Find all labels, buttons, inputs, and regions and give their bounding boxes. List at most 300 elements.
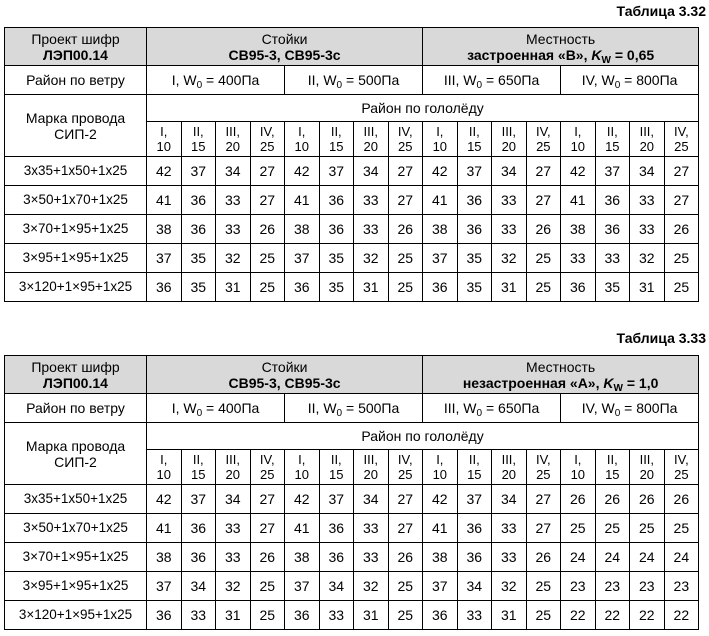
wind-region-sub: 0 xyxy=(476,80,483,91)
wind-label: Район по ветру xyxy=(5,66,147,95)
wind-region-roman: III, W xyxy=(443,72,477,88)
ice-region xyxy=(561,450,596,485)
ice-region-roman: III, xyxy=(363,124,378,139)
ice-region-roman: III, xyxy=(501,124,517,139)
poles-cell xyxy=(147,28,423,66)
wind-region-value: = 500Па xyxy=(342,400,400,416)
wind-region-value: = 400Па xyxy=(202,72,260,88)
span-value: 33 xyxy=(595,244,630,273)
ice-region-roman: IV, xyxy=(674,124,689,139)
ice-region-roman: II, xyxy=(330,124,342,139)
wind-region-roman: II, W xyxy=(307,72,337,88)
table-row xyxy=(5,485,699,514)
span-value: 26 xyxy=(630,485,665,514)
kw-symbol: K xyxy=(603,374,614,391)
span-value: 27 xyxy=(250,186,285,215)
poles-value: СВ95-3, СВ95-3с xyxy=(228,46,341,63)
ice-region-mm: 25 xyxy=(536,139,551,154)
span-value: 34 xyxy=(630,157,665,186)
wire-mark: 3×120+1×95+1х25 xyxy=(5,273,147,302)
wire-mark: 3×120+1×95+1х25 xyxy=(5,601,147,630)
span-value: 38 xyxy=(561,215,596,244)
wind-region xyxy=(285,66,423,95)
table-row xyxy=(5,215,699,244)
span-value: 42 xyxy=(147,485,182,514)
span-value: 42 xyxy=(147,157,182,186)
span-value: 32 xyxy=(216,572,251,601)
wind-region-sub: 0 xyxy=(196,408,203,419)
wind-region-roman: I, W xyxy=(171,72,197,88)
span-value: 37 xyxy=(181,485,216,514)
ice-region xyxy=(147,450,182,485)
span-value: 31 xyxy=(216,273,251,302)
ice-region xyxy=(216,450,251,485)
span-value: 33 xyxy=(216,215,251,244)
table-caption-2: Таблица 3.33 xyxy=(616,330,706,346)
wire-label-cell xyxy=(5,423,147,485)
ice-region-roman: I, xyxy=(436,124,444,139)
project-cell xyxy=(5,28,147,66)
span-value: 27 xyxy=(526,514,561,543)
span-value: 36 xyxy=(561,273,596,302)
wind-region-roman: IV, W xyxy=(581,72,615,88)
span-value: 26 xyxy=(664,485,699,514)
poles-cell xyxy=(147,356,423,394)
ice-region xyxy=(423,450,458,485)
wind-region xyxy=(561,66,699,95)
ice-label: Район по гололёду xyxy=(147,95,699,122)
span-value: 36 xyxy=(181,543,216,572)
ice-region-mm: 25 xyxy=(260,467,275,482)
span-value: 27 xyxy=(388,485,423,514)
ice-region xyxy=(285,122,320,157)
ice-region-roman: IV, xyxy=(397,452,413,467)
ice-region xyxy=(492,122,527,157)
span-value: 22 xyxy=(561,601,596,630)
ice-region-mm: 20 xyxy=(225,139,240,154)
wind-region-sub: 0 xyxy=(614,408,621,419)
span-value: 22 xyxy=(595,601,630,630)
header-row xyxy=(5,28,699,66)
span-value: 25 xyxy=(526,572,561,601)
ice-label-row xyxy=(5,423,699,450)
span-value: 37 xyxy=(319,157,354,186)
table-row xyxy=(5,601,699,630)
span-value: 23 xyxy=(664,572,699,601)
span-value: 36 xyxy=(147,601,182,630)
ice-region-mm: 20 xyxy=(363,139,378,154)
span-value: 25 xyxy=(250,244,285,273)
terrain-name: застроенная «В», xyxy=(467,46,592,63)
wind-region-roman: IV, W xyxy=(581,400,615,416)
terrain-value xyxy=(423,374,698,394)
wind-region xyxy=(147,66,285,95)
span-value: 27 xyxy=(526,157,561,186)
ice-region-roman: I, xyxy=(160,452,168,467)
wind-region-sub: 0 xyxy=(476,408,483,419)
ice-region-mm: 10 xyxy=(294,467,309,482)
ice-region-roman: II, xyxy=(192,452,204,467)
ice-region xyxy=(457,122,492,157)
kw-subscript: W xyxy=(613,382,623,394)
span-value: 22 xyxy=(630,601,665,630)
table-row xyxy=(5,244,699,273)
span-value: 38 xyxy=(285,543,320,572)
span-value: 36 xyxy=(319,215,354,244)
span-value: 33 xyxy=(630,215,665,244)
span-value: 38 xyxy=(423,543,458,572)
ice-region xyxy=(595,450,630,485)
kw-symbol: K xyxy=(591,46,602,63)
span-value: 25 xyxy=(630,514,665,543)
wind-region-roman: I, W xyxy=(171,400,197,416)
span-value: 32 xyxy=(354,572,389,601)
poles-label: Стойки xyxy=(261,30,308,47)
span-value: 24 xyxy=(595,543,630,572)
wind-region xyxy=(423,66,561,95)
span-value: 25 xyxy=(595,514,630,543)
wind-region-roman: II, W xyxy=(307,400,337,416)
ice-region-roman: III, xyxy=(501,452,517,467)
wind-region xyxy=(147,394,285,423)
span-value: 25 xyxy=(664,514,699,543)
span-value: 36 xyxy=(595,215,630,244)
ice-region xyxy=(388,122,423,157)
span-value: 37 xyxy=(595,157,630,186)
ice-region-roman: II, xyxy=(330,452,342,467)
wire-label-line1: Марка провода xyxy=(25,109,126,126)
span-value: 31 xyxy=(630,273,665,302)
ice-region xyxy=(250,450,285,485)
span-value: 26 xyxy=(561,485,596,514)
span-value: 25 xyxy=(250,572,285,601)
span-value: 25 xyxy=(526,601,561,630)
ice-region-mm: 10 xyxy=(294,139,309,154)
ice-region-roman: I, xyxy=(298,452,306,467)
span-value: 24 xyxy=(561,543,596,572)
ice-region xyxy=(181,450,216,485)
span-value: 23 xyxy=(630,572,665,601)
ice-region xyxy=(492,450,527,485)
wind-row xyxy=(5,66,699,95)
span-value: 31 xyxy=(216,601,251,630)
wire-mark: 3×70+1×95+1х25 xyxy=(5,543,147,572)
table-row xyxy=(5,186,699,215)
span-value: 36 xyxy=(457,514,492,543)
kw-value: = 0,65 xyxy=(610,46,655,63)
ice-region-mm: 10 xyxy=(156,467,171,482)
terrain-label: Местность xyxy=(525,358,596,375)
wind-region-value: = 400Па xyxy=(202,400,260,416)
table-row xyxy=(5,572,699,601)
wire-label-line2: СИП-2 xyxy=(54,453,97,470)
ice-region-roman: III, xyxy=(639,452,655,467)
ice-label: Район по гололёду xyxy=(147,423,699,450)
ice-region-mm: 15 xyxy=(605,139,620,154)
wind-region-sub: 0 xyxy=(336,408,343,419)
span-value: 26 xyxy=(388,543,423,572)
span-value: 23 xyxy=(561,572,596,601)
span-value: 33 xyxy=(216,514,251,543)
wire-label-cell xyxy=(5,95,147,157)
wire-mark: 3×50+1х70+1х25 xyxy=(5,514,147,543)
ice-region-mm: 10 xyxy=(432,139,448,154)
span-value: 26 xyxy=(526,215,561,244)
ice-region-roman: I, xyxy=(574,124,582,139)
span-value: 25 xyxy=(664,244,699,273)
ice-region-roman: I, xyxy=(160,124,168,139)
ice-region xyxy=(457,450,492,485)
ice-region-mm: 25 xyxy=(260,139,275,154)
wire-label-line2: СИП-2 xyxy=(54,125,97,142)
span-value: 34 xyxy=(354,157,389,186)
span-value: 35 xyxy=(595,273,630,302)
span-value: 36 xyxy=(319,186,354,215)
ice-region-roman: I, xyxy=(298,124,306,139)
span-value: 26 xyxy=(664,215,699,244)
table-caption-1: Таблица 3.32 xyxy=(616,3,706,19)
span-value: 33 xyxy=(216,186,251,215)
span-value: 25 xyxy=(388,572,423,601)
terrain-label: Местность xyxy=(525,30,596,47)
span-value: 22 xyxy=(664,601,699,630)
ice-region-roman: II, xyxy=(192,124,204,139)
ice-region-mm: 25 xyxy=(674,139,689,154)
span-value: 27 xyxy=(388,157,423,186)
kw-value: = 1,0 xyxy=(622,374,659,391)
span-value: 36 xyxy=(181,514,216,543)
span-value: 36 xyxy=(147,273,182,302)
span-value: 27 xyxy=(250,485,285,514)
span-value: 34 xyxy=(216,157,251,186)
span-value: 41 xyxy=(285,186,320,215)
span-value: 31 xyxy=(354,273,389,302)
span-value: 37 xyxy=(147,572,182,601)
wire-mark: 3×95+1×95+1х25 xyxy=(5,244,147,273)
ice-region xyxy=(526,122,561,157)
ice-region-roman: I, xyxy=(436,452,444,467)
span-value: 41 xyxy=(285,514,320,543)
ice-region-mm: 15 xyxy=(467,139,482,154)
ice-region xyxy=(285,450,320,485)
span-value: 37 xyxy=(423,244,458,273)
ice-region-roman: II, xyxy=(468,124,480,139)
ice-region-mm: 15 xyxy=(329,467,344,482)
ice-region xyxy=(561,122,596,157)
span-value: 36 xyxy=(457,215,492,244)
ice-region xyxy=(354,450,389,485)
span-value: 42 xyxy=(561,157,596,186)
span-value: 26 xyxy=(595,485,630,514)
project-code: ЛЭП00.14 xyxy=(43,374,108,391)
table-row xyxy=(5,157,699,186)
ice-region-mm: 15 xyxy=(605,467,620,482)
ice-region xyxy=(319,450,354,485)
span-value: 24 xyxy=(664,543,699,572)
terrain-cell xyxy=(423,356,699,394)
span-value: 34 xyxy=(354,485,389,514)
wind-region xyxy=(423,394,561,423)
span-value: 27 xyxy=(526,186,561,215)
span-value: 36 xyxy=(457,543,492,572)
header-row xyxy=(5,356,699,394)
span-value: 26 xyxy=(250,215,285,244)
span-value: 35 xyxy=(457,244,492,273)
span-value: 26 xyxy=(250,543,285,572)
span-value: 33 xyxy=(492,514,527,543)
ice-region xyxy=(354,122,389,157)
span-value: 33 xyxy=(561,244,596,273)
ice-region-mm: 20 xyxy=(639,467,655,482)
wind-region xyxy=(285,394,423,423)
wire-label-line1: Марка провода xyxy=(25,437,126,454)
span-value: 26 xyxy=(388,215,423,244)
ice-region-roman: IV, xyxy=(673,452,689,467)
wind-region-sub: 0 xyxy=(336,80,343,91)
ice-region-mm: 20 xyxy=(363,467,378,482)
ice-region-roman: IV, xyxy=(397,124,413,139)
span-value: 37 xyxy=(181,157,216,186)
span-value: 42 xyxy=(423,485,458,514)
span-value: 23 xyxy=(595,572,630,601)
wind-region-sub: 0 xyxy=(614,80,621,91)
ice-region-roman: II, xyxy=(606,124,618,139)
span-value: 32 xyxy=(354,244,389,273)
ice-region-roman: III, xyxy=(225,452,240,467)
span-value: 25 xyxy=(526,273,561,302)
ice-region xyxy=(664,122,699,157)
span-value: 38 xyxy=(285,215,320,244)
project-cell xyxy=(5,356,147,394)
span-value: 24 xyxy=(630,543,665,572)
span-value: 32 xyxy=(216,244,251,273)
ice-region-mm: 25 xyxy=(398,139,413,154)
ice-region-roman: III, xyxy=(639,124,655,139)
ice-region-roman: III, xyxy=(363,452,378,467)
span-value: 34 xyxy=(457,572,492,601)
span-value: 36 xyxy=(285,273,320,302)
span-value: 33 xyxy=(354,215,389,244)
span-value: 32 xyxy=(492,244,527,273)
span-value: 42 xyxy=(285,157,320,186)
span-value: 25 xyxy=(250,601,285,630)
span-value: 27 xyxy=(388,514,423,543)
span-value: 33 xyxy=(354,514,389,543)
project-label: Проект шифр xyxy=(31,358,120,375)
span-value: 33 xyxy=(319,601,354,630)
span-value: 37 xyxy=(423,572,458,601)
ice-region xyxy=(664,450,699,485)
table-row xyxy=(5,273,699,302)
ice-region xyxy=(423,122,458,157)
wind-label: Район по ветру xyxy=(5,394,147,423)
span-value: 42 xyxy=(285,485,320,514)
wire-mark: 3×70+1×95+1х25 xyxy=(5,215,147,244)
ice-region xyxy=(388,450,423,485)
span-value: 33 xyxy=(457,601,492,630)
ice-region-mm: 25 xyxy=(398,467,413,482)
span-value: 32 xyxy=(630,244,665,273)
ice-region-mm: 20 xyxy=(501,467,517,482)
ice-region-roman: IV, xyxy=(259,452,275,467)
terrain-name: незастроенная «А», xyxy=(462,374,604,391)
span-value: 27 xyxy=(526,485,561,514)
ice-region xyxy=(319,122,354,157)
span-value: 27 xyxy=(664,157,699,186)
terrain-value xyxy=(423,46,698,66)
span-value: 42 xyxy=(423,157,458,186)
ice-region-mm: 10 xyxy=(156,139,171,154)
span-value: 41 xyxy=(561,186,596,215)
span-value: 37 xyxy=(147,244,182,273)
ice-region-roman: I, xyxy=(574,452,582,467)
ice-region-mm: 20 xyxy=(639,139,655,154)
ice-region-mm: 15 xyxy=(191,139,206,154)
span-value: 38 xyxy=(147,215,182,244)
ice-region xyxy=(630,450,665,485)
span-value: 34 xyxy=(216,485,251,514)
kw-subscript: W xyxy=(601,54,611,66)
table-row xyxy=(5,514,699,543)
ice-region-mm: 15 xyxy=(329,139,344,154)
span-value: 36 xyxy=(457,186,492,215)
ice-region-roman: III, xyxy=(225,124,240,139)
span-value: 31 xyxy=(492,273,527,302)
wind-region-value: = 500Па xyxy=(342,72,400,88)
span-value: 34 xyxy=(492,485,527,514)
span-value: 33 xyxy=(492,186,527,215)
ice-region-mm: 25 xyxy=(674,467,689,482)
data-table-2 xyxy=(4,355,699,630)
wire-mark: 3×95+1×95+1х25 xyxy=(5,572,147,601)
ice-region-mm: 20 xyxy=(501,139,517,154)
wind-region-value: = 800Па xyxy=(620,400,678,416)
ice-region xyxy=(526,450,561,485)
span-value: 27 xyxy=(664,186,699,215)
span-value: 34 xyxy=(319,572,354,601)
wind-row xyxy=(5,394,699,423)
span-value: 32 xyxy=(492,572,527,601)
span-value: 38 xyxy=(147,543,182,572)
span-value: 36 xyxy=(319,543,354,572)
span-value: 36 xyxy=(181,215,216,244)
ice-region-mm: 15 xyxy=(467,467,482,482)
ice-label-row xyxy=(5,95,699,122)
span-value: 41 xyxy=(423,186,458,215)
span-value: 33 xyxy=(630,186,665,215)
span-value: 41 xyxy=(147,186,182,215)
span-value: 34 xyxy=(181,572,216,601)
span-value: 33 xyxy=(216,543,251,572)
table-row xyxy=(5,543,699,572)
ice-region-roman: II, xyxy=(468,452,480,467)
span-value: 36 xyxy=(285,601,320,630)
ice-region xyxy=(250,122,285,157)
wind-region-value: = 650Па xyxy=(482,72,540,88)
ice-region xyxy=(147,122,182,157)
span-value: 36 xyxy=(319,514,354,543)
span-value: 37 xyxy=(285,244,320,273)
span-value: 25 xyxy=(250,273,285,302)
project-code: ЛЭП00.14 xyxy=(43,46,108,63)
span-value: 35 xyxy=(181,273,216,302)
wind-region-roman: III, W xyxy=(443,400,477,416)
span-value: 31 xyxy=(492,601,527,630)
span-value: 25 xyxy=(388,244,423,273)
span-value: 35 xyxy=(457,273,492,302)
span-value: 37 xyxy=(319,485,354,514)
span-value: 33 xyxy=(354,186,389,215)
